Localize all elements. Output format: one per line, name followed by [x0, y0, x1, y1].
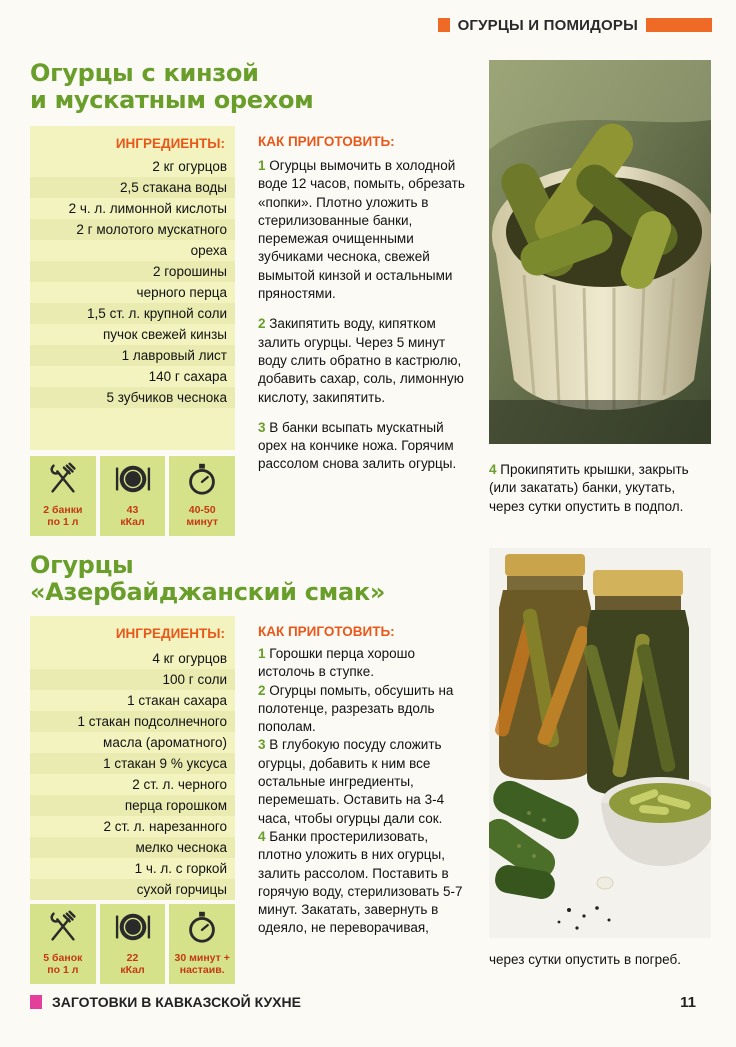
step-number: 3	[258, 419, 266, 435]
plate-icon	[114, 908, 152, 946]
ingredient-item: пучок свежей кинзы	[102, 327, 227, 342]
ingredient-item: 1 лавровый лист	[30, 345, 235, 366]
header-square-marker	[438, 18, 450, 32]
ingredient-item: 2 ст. л. черного	[132, 777, 227, 792]
step-number: 1	[258, 158, 266, 173]
recipe2-step-continuation: через сутки опустить в погреб.	[489, 952, 681, 967]
time-value: 30 минут +	[174, 952, 230, 964]
calories-value: 22	[126, 952, 139, 964]
ingredient-item: 2 ч. л. лимонной кислоты	[68, 201, 227, 216]
ingredient-item: 140 г сахара	[148, 369, 227, 384]
recipe1-ingredients-heading: ИНГРЕДИЕНТЫ:	[115, 136, 225, 151]
calories-stat	[100, 904, 166, 984]
recipe2-step-1	[258, 645, 473, 682]
page-number: 11	[680, 993, 696, 1011]
footer-title: ЗАГОТОВКИ В КАВКАЗСКОЙ КУХНЕ	[52, 994, 301, 1010]
recipe2-step-4	[258, 828, 473, 938]
calories-unit: кКал	[120, 516, 145, 528]
ingredient-item: сухой горчицы	[30, 879, 235, 900]
recipe1-ingredients-panel	[30, 126, 235, 450]
recipe1-title-line2: и мускатным орехом	[30, 86, 314, 114]
recipe1-how-heading: КАК ПРИГОТОВИТЬ:	[258, 134, 395, 149]
ingredient-item: 1 стакан подсолнечного	[30, 711, 235, 732]
step-text: Огурцы помыть, обсушить на полотенце, разрезать вдоль пополам.	[258, 682, 454, 735]
step-text: В банки всыпать мускатный орех на кончике ножа. Горячим рассолом снова залить огурцы.	[258, 419, 457, 472]
step-number: 2	[258, 316, 266, 332]
step-number: 1	[258, 646, 266, 661]
time-value: 40-50	[188, 504, 216, 516]
page-footer	[30, 992, 696, 1012]
recipe2-step-3	[258, 736, 473, 827]
step-text: Банки простерилизовать, плотно уложить в них огурцы, залить рассолом. Поставить в горячую воду, стерилизовать 5-7 минут. Закатать, завернуть в одеяло, не переворачивая,	[258, 828, 463, 936]
time-unit: настаив.	[179, 964, 225, 976]
servings-line1: 2 банки	[43, 504, 83, 516]
footer-square-marker	[30, 995, 42, 1009]
recipe1-step-4	[489, 461, 711, 516]
recipe2-ingredients-heading: ИНГРЕДИЕНТЫ:	[115, 626, 225, 641]
recipe1-step-2	[258, 315, 473, 406]
servings-stat	[30, 456, 96, 536]
ingredient-item: мелко чеснока	[30, 837, 235, 858]
pickle-jars-photo	[489, 548, 711, 938]
ingredient-item: 2 г молотого мускатного	[30, 219, 235, 240]
ingredient-item: 2 ст. л. нарезанного	[103, 819, 227, 834]
step-number: 3	[258, 737, 266, 753]
recipe1-title	[30, 60, 313, 114]
fork-knife-icon	[44, 460, 82, 498]
recipe2-stats	[30, 904, 235, 984]
step-number: 2	[258, 682, 266, 698]
recipe2-ingredients-list	[30, 648, 235, 900]
step-text: Прокипятить крышки, закрыть (или закатать) банки, укутать, через сутки опустить в подпол.	[489, 462, 689, 514]
calories-stat	[100, 456, 166, 536]
ingredient-item: 5 зубчиков чеснока	[30, 387, 235, 408]
ingredient-item: 1 стакан 9 % уксуса	[30, 753, 235, 774]
recipe1-title-line1: Огурцы с кинзой	[30, 59, 259, 87]
ingredient-item: ореха	[190, 243, 227, 258]
step-number: 4	[258, 828, 266, 844]
recipe1-ingredients-list	[30, 156, 235, 408]
ingredient-item: 2 горошины	[30, 261, 235, 282]
pickles-bowl-illustration	[489, 60, 711, 444]
ingredient-item: 1 ч. л. с горкой	[134, 861, 227, 876]
stopwatch-icon	[183, 460, 221, 498]
step-number: 4	[489, 462, 497, 477]
recipe1-step-1	[258, 157, 473, 303]
recipe2-step-2	[258, 682, 473, 737]
servings-line1: 5 банок	[43, 952, 83, 964]
recipe2-how-heading: КАК ПРИГОТОВИТЬ:	[258, 624, 395, 639]
ingredient-item: 4 кг огурцов	[152, 651, 227, 666]
step-text: Горошки перца хорошо истолочь в ступке.	[258, 646, 416, 680]
recipe2-title-line2: «Азербайджанский смак»	[30, 578, 386, 606]
ingredient-item: 100 г соли	[30, 669, 235, 690]
step-text: В глубокую посуду сложить огурцы, добавить к ним все остальные ингредиенты, перемешать. Оставить на 3-4 часа, чтобы огурцы дали сок.	[258, 737, 445, 826]
recipe1-step-3	[258, 419, 473, 474]
servings-line2: по 1 л	[47, 516, 79, 528]
fork-knife-icon	[44, 908, 82, 946]
step-text: Огурцы вымочить в холодной воде 12 часов, помыть, обрезать «попки». Плотно уложить в стерилизованные банки, перемежая очищенными зубчиками чеснока, свежей вымытой кинзой и остальными пряностями.	[258, 158, 465, 302]
ingredient-item: перца горошком	[30, 795, 235, 816]
stopwatch-icon	[183, 908, 221, 946]
ingredient-item: масла (ароматного)	[103, 735, 227, 750]
ingredient-item: 2 кг огурцов	[152, 159, 227, 174]
servings-line2: по 1 л	[47, 964, 79, 976]
recipe2-title	[30, 552, 385, 606]
time-unit: минут	[186, 516, 219, 528]
ingredient-item: черного перца	[136, 285, 227, 300]
time-stat	[169, 904, 235, 984]
recipe1-steps	[258, 157, 473, 486]
servings-stat	[30, 904, 96, 984]
plate-icon	[114, 460, 152, 498]
section-title: ОГУРЦЫ И ПОМИДОРЫ	[457, 16, 638, 34]
ingredient-item: 1 стакан сахара	[127, 693, 227, 708]
step-text: Закипятить воду, кипятком залить огурцы. Через 5 минут воду слить обратно в кастрюлю, добавить сахар, соль, лимонную кислоту, закипятить.	[258, 316, 464, 405]
section-header	[438, 14, 712, 36]
recipe2-title-line1: Огурцы	[30, 551, 134, 579]
recipe2-ingredients-panel	[30, 616, 235, 900]
header-bar-marker	[646, 18, 712, 32]
calories-unit: кКал	[120, 964, 145, 976]
ingredient-item: 1,5 ст. л. крупной соли	[30, 303, 235, 324]
recipe2-steps	[258, 645, 473, 938]
ingredient-item: 2,5 стакана воды	[30, 177, 235, 198]
pickle-jars-illustration	[489, 548, 711, 938]
recipe1-stats	[30, 456, 235, 536]
pickles-bowl-photo	[489, 60, 711, 444]
time-stat	[169, 456, 235, 536]
calories-value: 43	[126, 504, 139, 516]
